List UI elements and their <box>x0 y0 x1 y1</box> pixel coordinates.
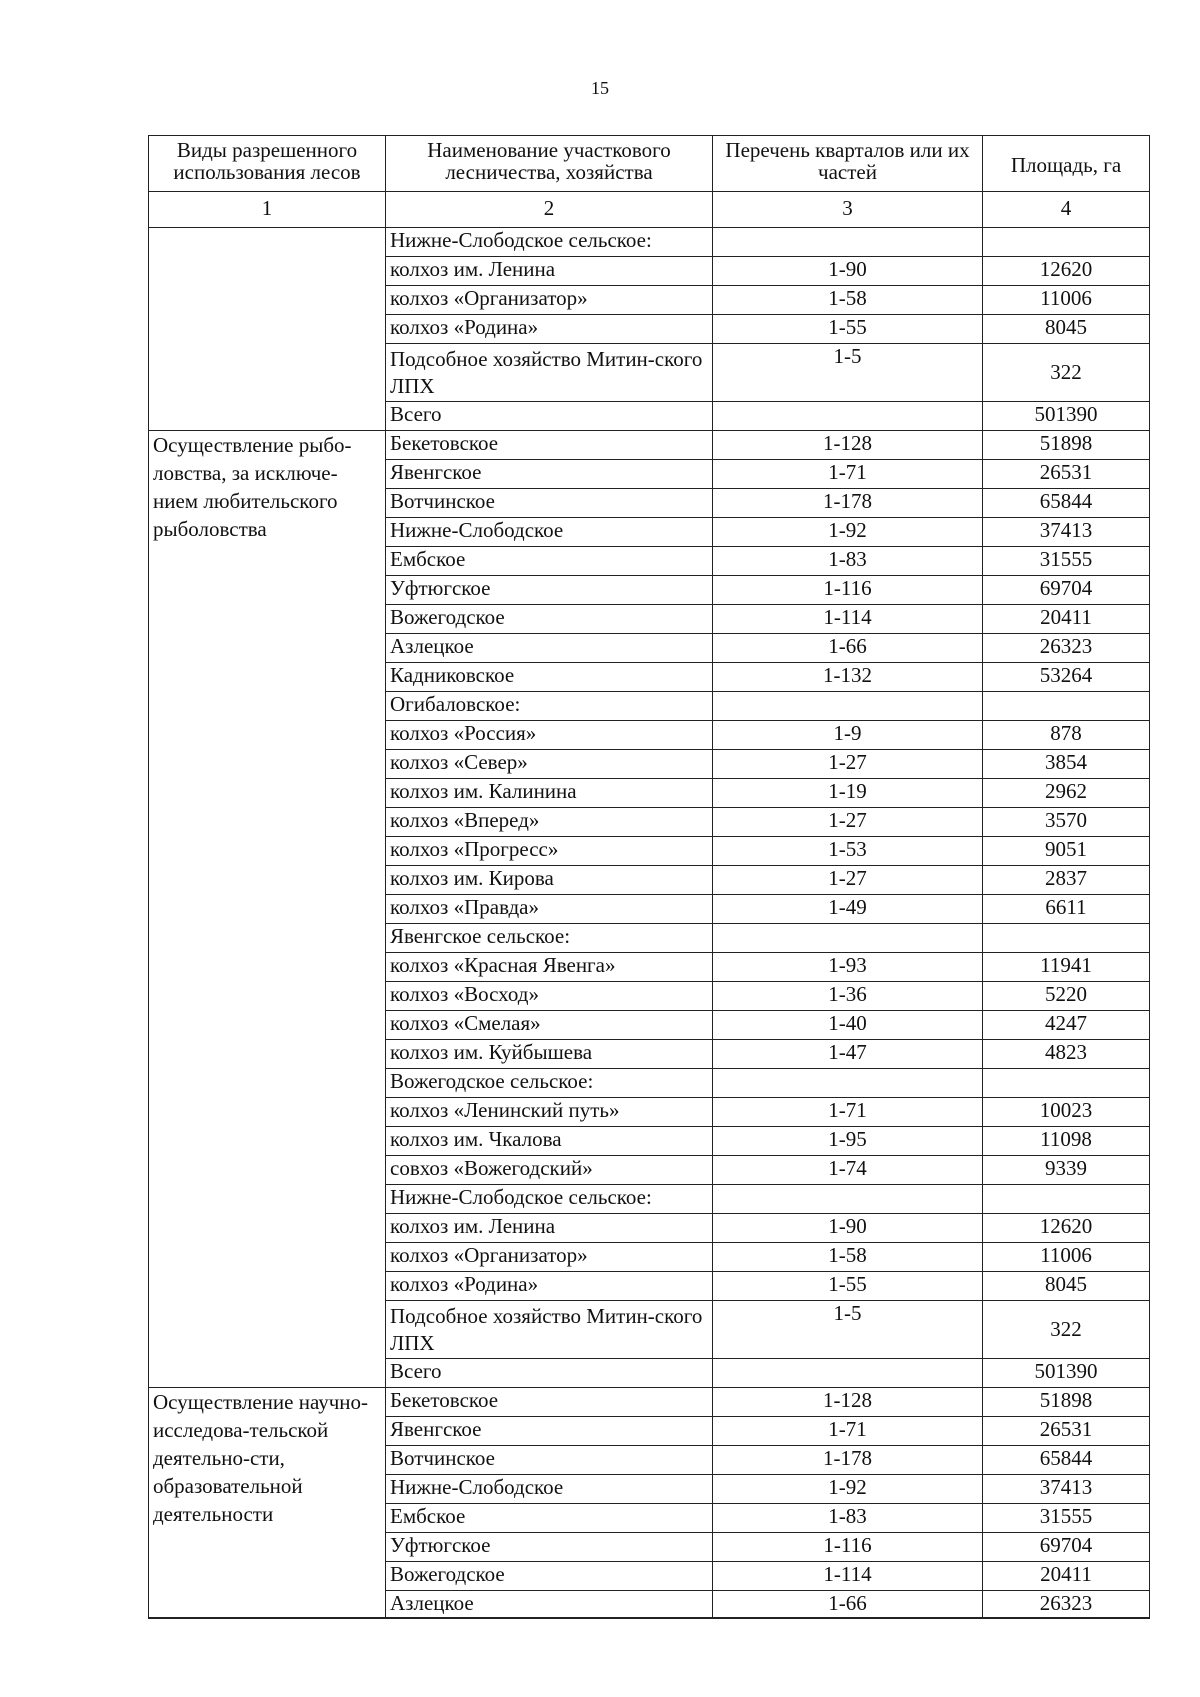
area-cell: 322 <box>983 1301 1149 1359</box>
area-cell: 9339 <box>983 1156 1149 1185</box>
forestry-name-cell: Кадниковское <box>386 663 713 692</box>
forestry-name-cell: колхоз «Родина» <box>386 1272 713 1301</box>
column-number: 3 <box>713 192 983 228</box>
forestry-name-cell: Подсобное хозяйство Митин-ского ЛПХ <box>386 1301 713 1359</box>
quarters-cell <box>713 1185 983 1214</box>
quarters-cell: 1-53 <box>713 837 983 866</box>
quarters-cell <box>713 1069 983 1098</box>
forestry-name-cell: Вожегодское <box>386 605 713 634</box>
header-area: Площадь, га <box>983 136 1149 192</box>
quarters-cell: 1-83 <box>713 1504 983 1533</box>
forestry-name-cell: Вотчинское <box>386 1446 713 1475</box>
forestry-name-cell: Нижне-Слободское сельское: <box>386 1185 713 1214</box>
page-number: 15 <box>591 78 609 98</box>
quarters-cell: 1-74 <box>713 1156 983 1185</box>
forestry-name-cell: Бекетовское <box>386 1388 713 1417</box>
forestry-name-cell: Вотчинское <box>386 489 713 518</box>
area-cell: 322 <box>983 344 1149 402</box>
area-cell: 12620 <box>983 257 1149 286</box>
quarters-cell: 1-49 <box>713 895 983 924</box>
forestry-name-cell: Всего <box>386 1359 713 1388</box>
quarters-cell <box>713 1359 983 1388</box>
quarters-cell: 1-27 <box>713 866 983 895</box>
quarters-cell: 1-36 <box>713 982 983 1011</box>
area-cell: 2962 <box>983 779 1149 808</box>
area-cell <box>983 692 1149 721</box>
forestry-name-cell: колхоз им. Ленина <box>386 257 713 286</box>
quarters-cell: 1-58 <box>713 1243 983 1272</box>
quarters-cell <box>713 924 983 953</box>
quarters-cell: 1-66 <box>713 634 983 663</box>
area-cell: 501390 <box>983 1359 1149 1388</box>
quarters-cell: 1-5 <box>713 344 983 402</box>
forestry-name-cell: Ембское <box>386 547 713 576</box>
area-cell <box>983 228 1149 257</box>
use-type-cell: Осуществление рыбо-ловства, за исключе-нием любительского рыболовства <box>149 431 386 1388</box>
area-cell: 878 <box>983 721 1149 750</box>
forestry-name-cell: Явенгское <box>386 460 713 489</box>
forestry-name-cell: колхоз «Восход» <box>386 982 713 1011</box>
forestry-name-cell: Вожегодское <box>386 1562 713 1591</box>
column-number: 1 <box>149 192 386 228</box>
quarters-cell: 1-27 <box>713 750 983 779</box>
area-cell: 26323 <box>983 1591 1149 1618</box>
quarters-cell: 1-90 <box>713 257 983 286</box>
area-cell: 26531 <box>983 1417 1149 1446</box>
area-cell <box>983 1185 1149 1214</box>
area-cell: 11941 <box>983 953 1149 982</box>
area-cell: 3854 <box>983 750 1149 779</box>
forestry-name-cell: колхоз «Родина» <box>386 315 713 344</box>
area-cell: 69704 <box>983 1533 1149 1562</box>
forestry-name-cell: колхоз «Смелая» <box>386 1011 713 1040</box>
area-cell: 26531 <box>983 460 1149 489</box>
quarters-cell: 1-40 <box>713 1011 983 1040</box>
quarters-cell: 1-9 <box>713 721 983 750</box>
area-cell: 51898 <box>983 1388 1149 1417</box>
forestry-name-cell: колхоз «Организатор» <box>386 286 713 315</box>
forestry-name-cell: колхоз «Правда» <box>386 895 713 924</box>
forestry-name-cell: Нижне-Слободское <box>386 518 713 547</box>
forestry-name-cell: Азлецкое <box>386 634 713 663</box>
quarters-cell: 1-116 <box>713 1533 983 1562</box>
area-cell: 51898 <box>983 431 1149 460</box>
forestry-name-cell: колхоз «Ленинский путь» <box>386 1098 713 1127</box>
area-cell: 3570 <box>983 808 1149 837</box>
table-grid <box>149 136 1149 1618</box>
forestry-name-cell: совхоз «Вожегодский» <box>386 1156 713 1185</box>
quarters-cell: 1-90 <box>713 1214 983 1243</box>
quarters-cell: 1-178 <box>713 489 983 518</box>
header-use-type: Виды разрешенного использования лесов <box>149 136 386 192</box>
forestry-name-cell: колхоз «Север» <box>386 750 713 779</box>
area-cell: 6611 <box>983 895 1149 924</box>
header-quarters: Перечень кварталов или их частей <box>713 136 983 192</box>
quarters-cell: 1-128 <box>713 431 983 460</box>
header-forestry-name: Наименование участкового лесничества, хозяйства <box>386 136 713 192</box>
forestry-name-cell: колхоз им. Калинина <box>386 779 713 808</box>
area-cell: 501390 <box>983 402 1149 431</box>
quarters-cell: 1-71 <box>713 460 983 489</box>
forestry-name-cell: колхоз «Красная Явенга» <box>386 953 713 982</box>
forestry-name-cell: Явенгское сельское: <box>386 924 713 953</box>
forestry-name-cell: колхоз им. Кирова <box>386 866 713 895</box>
quarters-cell: 1-19 <box>713 779 983 808</box>
forestry-name-cell: колхоз им. Чкалова <box>386 1127 713 1156</box>
forestry-name-cell: Бекетовское <box>386 431 713 460</box>
quarters-cell <box>713 402 983 431</box>
quarters-cell: 1-55 <box>713 315 983 344</box>
area-cell: 26323 <box>983 634 1149 663</box>
quarters-cell: 1-5 <box>713 1301 983 1359</box>
use-type-cell <box>149 228 386 431</box>
area-cell: 5220 <box>983 982 1149 1011</box>
quarters-cell: 1-47 <box>713 1040 983 1069</box>
quarters-cell: 1-114 <box>713 605 983 634</box>
quarters-cell: 1-55 <box>713 1272 983 1301</box>
area-cell: 37413 <box>983 518 1149 547</box>
forestry-name-cell: колхоз «Россия» <box>386 721 713 750</box>
quarters-cell: 1-95 <box>713 1127 983 1156</box>
forestry-name-cell: Вожегодское сельское: <box>386 1069 713 1098</box>
forestry-name-cell: Ембское <box>386 1504 713 1533</box>
quarters-cell <box>713 228 983 257</box>
area-cell: 65844 <box>983 489 1149 518</box>
quarters-cell: 1-92 <box>713 518 983 547</box>
area-cell: 37413 <box>983 1475 1149 1504</box>
quarters-cell: 1-128 <box>713 1388 983 1417</box>
quarters-cell: 1-132 <box>713 663 983 692</box>
area-cell <box>983 924 1149 953</box>
area-cell: 65844 <box>983 1446 1149 1475</box>
area-cell: 4247 <box>983 1011 1149 1040</box>
quarters-cell: 1-92 <box>713 1475 983 1504</box>
area-cell: 11006 <box>983 1243 1149 1272</box>
area-cell: 20411 <box>983 1562 1149 1591</box>
quarters-cell: 1-58 <box>713 286 983 315</box>
area-cell: 8045 <box>983 315 1149 344</box>
quarters-cell: 1-66 <box>713 1591 983 1618</box>
use-type-cell: Осуществление научно-исследова-тельской деятельно-сти, образовательной деятельности <box>149 1388 386 1618</box>
forestry-name-cell: Всего <box>386 402 713 431</box>
area-cell <box>983 1069 1149 1098</box>
quarters-cell <box>713 692 983 721</box>
column-number: 2 <box>386 192 713 228</box>
forestry-name-cell: колхоз «Организатор» <box>386 1243 713 1272</box>
forestry-name-cell: Огибаловское: <box>386 692 713 721</box>
forestry-name-cell: Нижне-Слободское сельское: <box>386 228 713 257</box>
area-cell: 11006 <box>983 286 1149 315</box>
area-cell: 2837 <box>983 866 1149 895</box>
area-cell: 53264 <box>983 663 1149 692</box>
column-number: 4 <box>983 192 1149 228</box>
quarters-cell: 1-27 <box>713 808 983 837</box>
quarters-cell: 1-114 <box>713 1562 983 1591</box>
area-cell: 12620 <box>983 1214 1149 1243</box>
forestry-name-cell: Нижне-Слободское <box>386 1475 713 1504</box>
quarters-cell: 1-71 <box>713 1098 983 1127</box>
forestry-name-cell: Азлецкое <box>386 1591 713 1618</box>
forestry-name-cell: Уфтюгское <box>386 576 713 605</box>
area-cell: 11098 <box>983 1127 1149 1156</box>
quarters-cell: 1-178 <box>713 1446 983 1475</box>
forestry-name-cell: Уфтюгское <box>386 1533 713 1562</box>
area-cell: 69704 <box>983 576 1149 605</box>
area-cell: 4823 <box>983 1040 1149 1069</box>
forestry-name-cell: колхоз им. Ленина <box>386 1214 713 1243</box>
area-cell: 8045 <box>983 1272 1149 1301</box>
quarters-cell: 1-116 <box>713 576 983 605</box>
forestry-name-cell: колхоз «Прогресс» <box>386 837 713 866</box>
area-cell: 20411 <box>983 605 1149 634</box>
forest-use-table <box>148 135 1150 1619</box>
area-cell: 10023 <box>983 1098 1149 1127</box>
quarters-cell: 1-93 <box>713 953 983 982</box>
forestry-name-cell: Явенгское <box>386 1417 713 1446</box>
forestry-name-cell: Подсобное хозяйство Митин-ского ЛПХ <box>386 344 713 402</box>
area-cell: 31555 <box>983 1504 1149 1533</box>
area-cell: 31555 <box>983 547 1149 576</box>
quarters-cell: 1-83 <box>713 547 983 576</box>
quarters-cell: 1-71 <box>713 1417 983 1446</box>
forestry-name-cell: колхоз им. Куйбышева <box>386 1040 713 1069</box>
area-cell: 9051 <box>983 837 1149 866</box>
forestry-name-cell: колхоз «Вперед» <box>386 808 713 837</box>
